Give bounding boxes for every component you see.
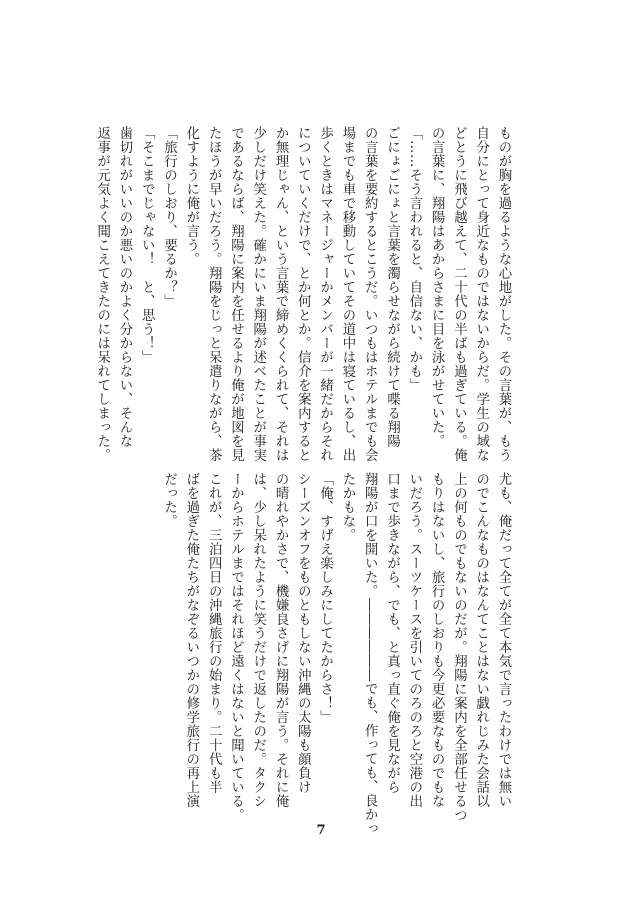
text-line: だった。	[161, 472, 177, 528]
text-line: たほうが早いだろう。翔陽をじっと呆遣りながら、茶	[206, 126, 222, 462]
text-line: 尤も、俺だって全てが全て本気で言ったわけでは無い	[496, 472, 511, 808]
top-text-block	[90, 126, 514, 462]
text-line: の晴れやかさで、機嫌良さげに翔陽が言う。それに俺	[273, 472, 289, 808]
text-line: これが、三泊四日の沖縄旅行の始まり。二十代も半	[206, 472, 222, 794]
text-line: いだろう。スーツケースを引いてのろのろと空港の出	[406, 472, 422, 808]
text-line: 歯切れがいいのか悪いのかよく分からない、そんな	[116, 126, 132, 448]
text-line: 返事が元気よく聞こえてきたのには呆れてしまった。	[94, 126, 110, 462]
text-line: 翔陽が口を開いた。――――――でも、作っても、良かっ	[362, 472, 378, 836]
text-line: 口まで歩きながら、でも、と真っ直ぐ俺を見ながら	[384, 472, 400, 794]
text-line: 少しだけ笑えた。確かにいま翔陽が述べたことが事実	[250, 126, 266, 462]
text-line: ばを過ぎた俺たちがなぞるいつかの修学旅行の再上演	[183, 472, 199, 808]
text-line: シーズンオフをものともしない沖縄の太陽も顔負け	[295, 472, 311, 794]
text-line: 上の何ものでもないのだが。翔陽に案内を全部任せるつ	[451, 472, 467, 822]
page-number: 7	[316, 823, 326, 838]
text-line: 「……そう言われると、自信ない、かも」	[406, 126, 422, 392]
text-line: 化すように俺が言う。	[183, 126, 199, 266]
text-line: 歩くときはマネージャーかメンバーが一緒だからそれ	[317, 126, 333, 462]
text-line: どとうに飛び越えて、二十代の半ばも過ぎている。俺	[451, 126, 467, 462]
text-line: であるならば、翔陽に案内を任せるより俺が地図を見	[228, 126, 244, 462]
text-line: の言葉に、翔陽はあからさまに目を泳がせていた。	[429, 126, 445, 448]
text-line: についていくだけで、とか何とか。信介を案内すると	[295, 126, 311, 462]
text-line: 自分にとって身近なものではないからだ。学生の域な	[473, 126, 489, 462]
text-line: の言葉を要約するとこうだ。いつもはホテルまでも会	[362, 126, 378, 462]
text-line: もりはないし、旅行のしおりも今更必要なものでもな	[429, 472, 445, 808]
text-line: は、少し呆れたように笑うだけで返したのだ。タクシ	[250, 472, 266, 808]
text-line: 場までも車で移動していてその道中は寝ているし、出	[339, 126, 355, 462]
text-line: ーからホテルまではそれほど遠くはないと聞いている。	[228, 472, 244, 822]
text-line: のでこんなものはなんてことはない戯れじみた会話以	[473, 472, 489, 808]
text-line: ものが胸を過るような心地がした。その言葉が、もう	[496, 126, 511, 462]
text-line: 「そこまでじゃない！ と、思う！」	[139, 126, 155, 364]
bottom-text-block	[157, 472, 514, 836]
text-line: ごにょごにょと言葉を濁らせながら続けて喋る翔陽	[384, 126, 400, 448]
text-line: 「俺、すげえ楽しみにしてたからさ！」	[317, 472, 333, 724]
text-line: 「旅行のしおり、要るか？」	[161, 126, 177, 308]
text-line: たかもな。	[339, 472, 355, 542]
text-line: か無理じゃん、という言葉で締めくくられて、それは	[273, 126, 289, 462]
